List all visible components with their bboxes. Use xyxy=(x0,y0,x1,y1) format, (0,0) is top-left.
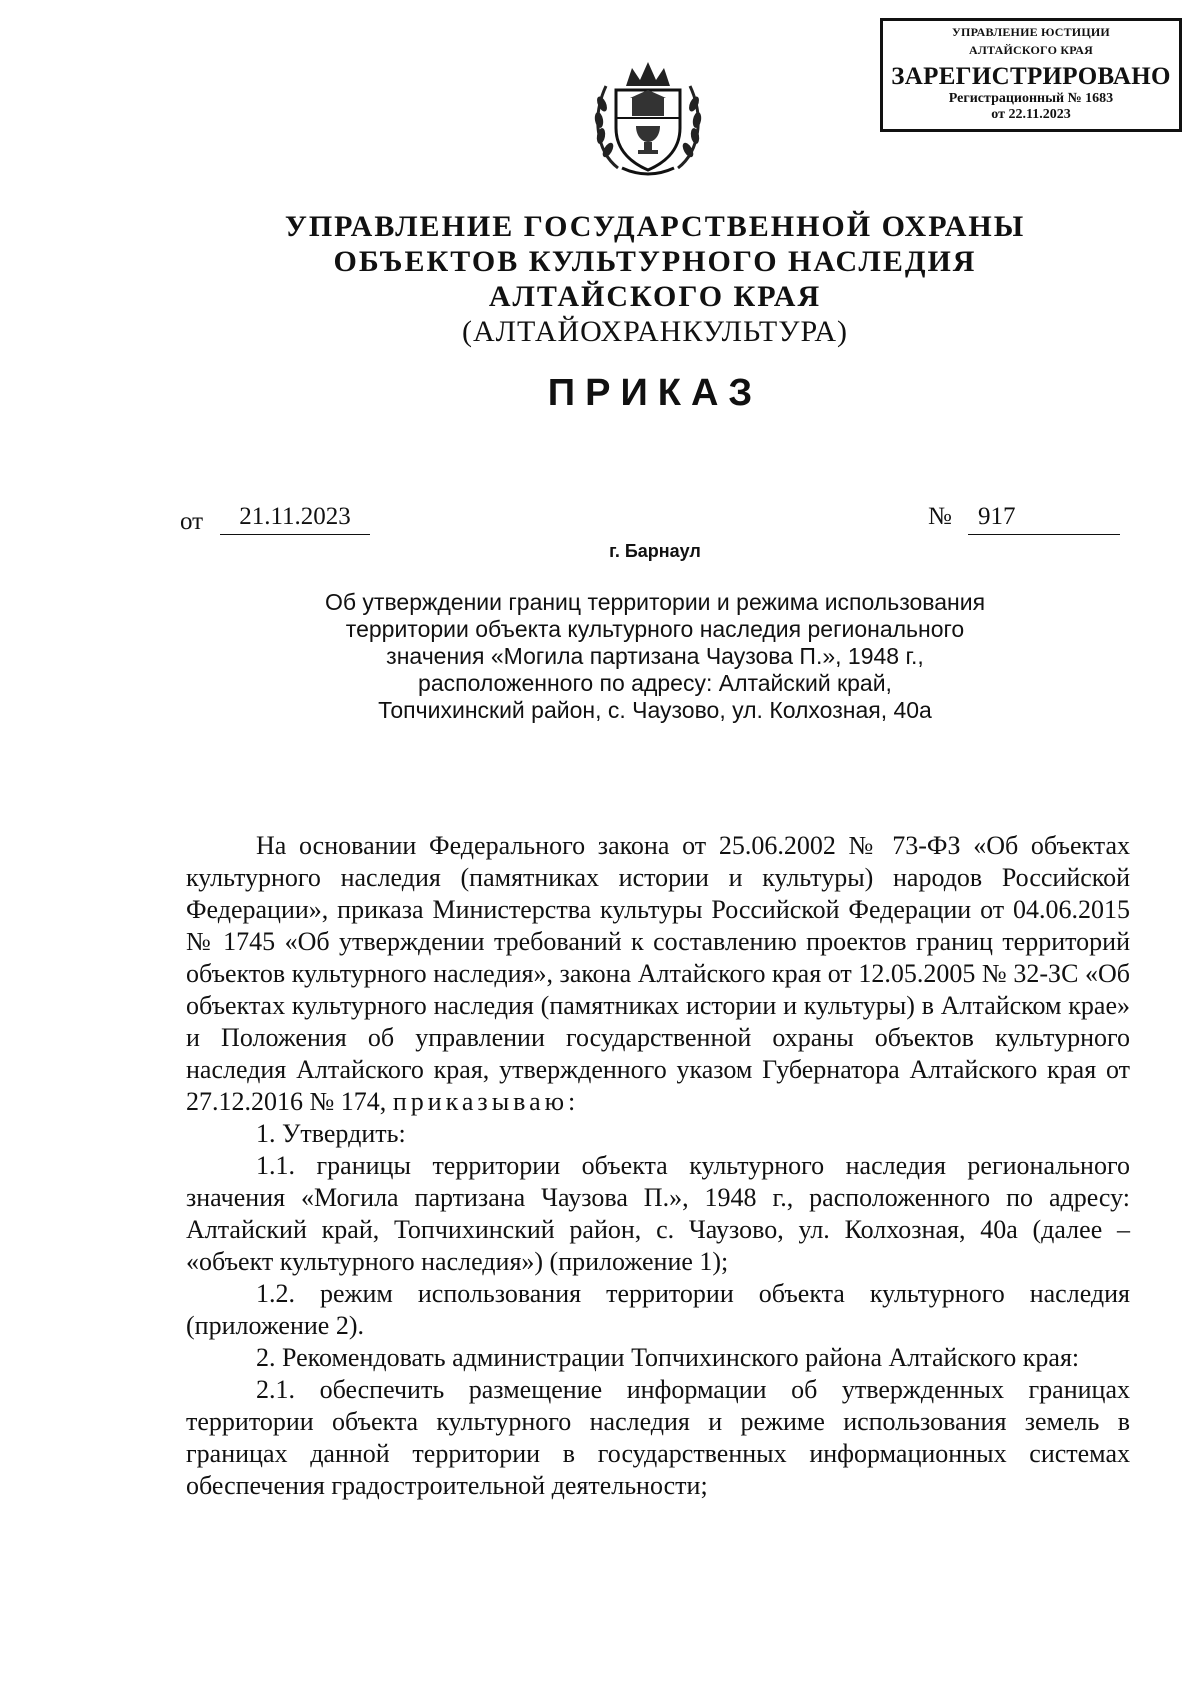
preamble-text: На основании Федерального закона от 25.06.2002 № 73-ФЗ «Об объектах культурного наследия (памятниках истории и культуры) народов Российской Федерации», приказа Министерства культуры Российской Федерации от 04.06.2015 № 1745 «Об утверждении требований к составлению проектов границ территорий объектов культурного наследия», закона Алтайского края от 12.05.2005 № 32-ЗС «Об объектах культурного наследия (памятниках истории и культуры) в Алтайском крае» и Положения об управлении государственной охраны объектов культурного наследия Алтайского края, утвержденного указом Губернатора Алтайского края от 27.12.2016 № 174, xyxy=(186,831,1130,1116)
clause-2-1: 2.1. обеспечить размещение информации об утвержденных границах территории объекта культурного наследия и режиме использования земель в границах данной территории в государственных информационных системах обеспечения градостроительной деятельности; xyxy=(186,1375,1130,1500)
stamp-authority: УПРАВЛЕНИЕ ЮСТИЦИИ xyxy=(952,25,1110,39)
document-subject xyxy=(200,589,1110,724)
registration-stamp xyxy=(880,18,1182,132)
subject-line: территории объекта культурного наследия регионального xyxy=(345,616,965,642)
stamp-status: ЗАРЕГИСТРИРОВАНО xyxy=(891,63,1171,90)
number-label: № xyxy=(928,503,952,530)
coat-of-arms-icon xyxy=(588,56,708,180)
document-number: 917 xyxy=(968,503,1120,535)
preamble-paragraph xyxy=(186,830,1130,1118)
clause-1-1: 1.1. границы территории объекта культурного наследия регионального значения «Могила партизана Чаузова П.», 1948 г., расположенного по адресу: Алтайский край, Топчихинский район, с. Чаузово, ул. Колхозная, 40а (далее – «объект культурного наследия») (приложение 1); xyxy=(186,1151,1130,1276)
clause-1-2: 1.2. режим использования территории объекта культурного наследия (приложение 2). xyxy=(186,1279,1130,1340)
clause-1: 1. Утвердить: xyxy=(256,1119,406,1148)
document-body xyxy=(186,830,1130,1502)
stamp-reg-date: от 22.11.2023 xyxy=(991,107,1071,122)
subject-line: Об утверждении границ территории и режима использования xyxy=(324,589,986,615)
org-name-line-3: АЛТАЙСКОГО КРАЯ xyxy=(488,280,822,313)
org-name-line-1: УПРАВЛЕНИЕ ГОСУДАРСТВЕННОЙ ОХРАНЫ xyxy=(284,210,1026,243)
date-label: от xyxy=(180,508,204,535)
stamp-reg-number: Регистрационный № 1683 xyxy=(948,91,1114,106)
city: г. Барнаул xyxy=(609,541,701,561)
subject-line: значения «Могила партизана Чаузова П.», 1948 г., xyxy=(386,643,924,669)
order-word: приказываю: xyxy=(392,1087,580,1116)
org-short-name: (АЛТАЙОХРАНКУЛЬТУРА) xyxy=(462,315,848,348)
subject-line: Топчихинский район, с. Чаузово, ул. Колхозная, 40а xyxy=(378,697,932,723)
org-name-line-2: ОБЪЕКТОВ КУЛЬТУРНОГО НАСЛЕДИЯ xyxy=(333,245,977,278)
document-title: ПРИКАЗ xyxy=(547,372,763,414)
subject-line: расположенного по адресу: Алтайский край, xyxy=(418,670,892,696)
document-date: 21.11.2023 xyxy=(220,503,370,535)
stamp-region: АЛТАЙСКОГО КРАЯ xyxy=(969,43,1093,57)
clause-2: 2. Рекомендовать администрации Топчихинского района Алтайского края: xyxy=(256,1343,1080,1372)
